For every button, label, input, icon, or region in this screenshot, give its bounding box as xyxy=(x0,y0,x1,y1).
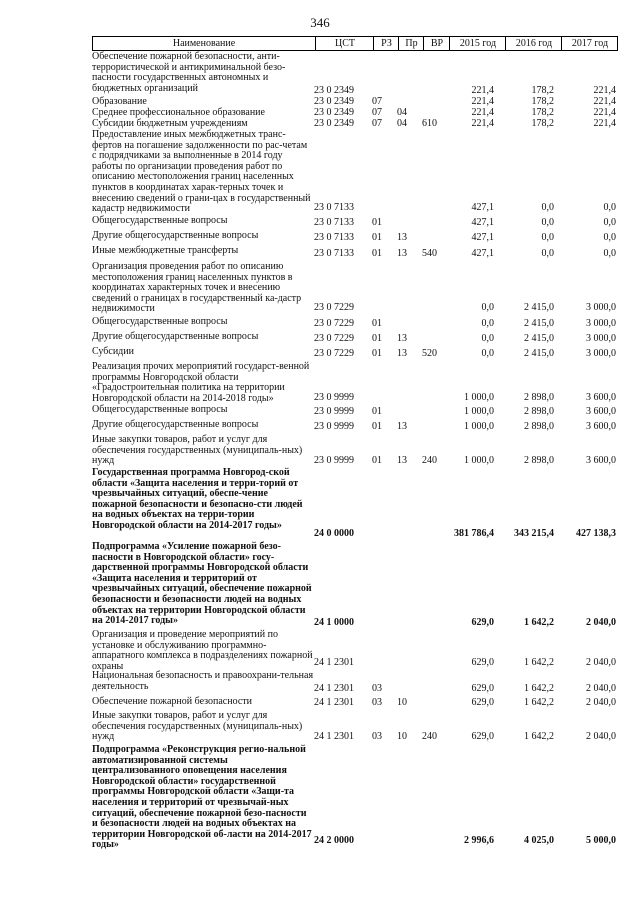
cell-y2015: 629,0 xyxy=(471,697,494,709)
cell-y2017: 3 000,0 xyxy=(586,302,616,314)
cell-y2015: 629,0 xyxy=(471,683,494,695)
row-name: Субсидии бюджетным учреждениям xyxy=(92,118,248,129)
cell-y2015: 427,1 xyxy=(471,217,494,229)
cell-cst: 23 0 7133 xyxy=(314,217,354,229)
cell-pr: 13 xyxy=(397,232,407,244)
cell-y2015: 427,1 xyxy=(471,232,494,244)
table-row xyxy=(92,130,616,214)
cell-pr: 13 xyxy=(397,455,407,467)
cell-y2016: 1 642,2 xyxy=(524,657,554,669)
cell-y2017: 0,0 xyxy=(603,248,616,260)
cell-y2017: 3 600,0 xyxy=(586,455,616,467)
cell-rz: 01 xyxy=(372,248,382,260)
cell-y2017: 0,0 xyxy=(603,232,616,244)
cell-y2017: 2 040,0 xyxy=(586,617,616,629)
cell-vr: 520 xyxy=(422,348,437,360)
cell-rz: 07 xyxy=(372,118,382,130)
row-name: Другие общегосударственные вопросы xyxy=(92,331,259,342)
cell-cst: 24 1 0000 xyxy=(314,617,354,629)
cell-cst: 24 1 2301 xyxy=(314,657,354,669)
cell-y2016: 2 415,0 xyxy=(524,318,554,330)
cell-vr: 240 xyxy=(422,731,437,743)
cell-y2017: 221,4 xyxy=(593,118,616,130)
row-name: Общегосударственные вопросы xyxy=(92,316,228,327)
row-name: Подпрограмма «Усиление пожарной безо-пасности в Новгородской области» госу-дарственной программы Новгородской области «Защита населения и территорий от чрезвычайных ситуаций, обеспечение пожарной безопасности и безопасности людей на водных объектах на территории Новгородской области на 2014-2017 годы» xyxy=(92,541,312,627)
cell-rz: 07 xyxy=(372,96,382,108)
cell-y2017: 2 040,0 xyxy=(586,657,616,669)
row-name: Реализация прочих мероприятий государст-венной программы Новгородской области «Градостроительная политика на территории Новгородской области на 2014-2018 годы» xyxy=(92,361,310,404)
header-vr: ВР xyxy=(423,37,450,50)
cell-y2016: 1 642,2 xyxy=(524,617,554,629)
cell-pr: 13 xyxy=(397,421,407,433)
row-name: Среднее профессиональное образование xyxy=(92,107,265,118)
cell-y2016: 178,2 xyxy=(531,118,554,130)
cell-pr: 13 xyxy=(397,348,407,360)
cell-y2016: 1 642,2 xyxy=(524,697,554,709)
cell-cst: 23 0 2349 xyxy=(314,85,354,97)
cell-y2015: 0,0 xyxy=(481,302,494,314)
cell-y2015: 221,4 xyxy=(471,96,494,108)
cell-y2017: 221,4 xyxy=(593,96,616,108)
table-header xyxy=(92,36,618,51)
cell-cst: 24 1 2301 xyxy=(314,683,354,695)
cell-y2017: 3 000,0 xyxy=(586,318,616,330)
cell-y2016: 4 025,0 xyxy=(524,835,554,847)
row-name: Иные закупки товаров, работ и услуг для обеспечения государственных (муниципаль-ных) нужд xyxy=(92,710,303,743)
cell-y2016: 2 415,0 xyxy=(524,333,554,345)
cell-rz: 07 xyxy=(372,107,382,119)
cell-y2017: 0,0 xyxy=(603,217,616,229)
cell-rz: 03 xyxy=(372,697,382,709)
cell-rz: 01 xyxy=(372,217,382,229)
cell-rz: 01 xyxy=(372,348,382,360)
cell-y2015: 0,0 xyxy=(481,348,494,360)
table-row xyxy=(92,697,616,709)
header-cst: ЦСТ xyxy=(315,37,374,50)
header-pr: Пр xyxy=(398,37,424,50)
cell-y2017: 3 000,0 xyxy=(586,333,616,345)
cell-y2015: 221,4 xyxy=(471,85,494,97)
table-row xyxy=(92,744,616,851)
cell-rz: 03 xyxy=(372,731,382,743)
cell-y2015: 1 000,0 xyxy=(464,406,494,418)
table-row xyxy=(92,231,616,244)
table-row xyxy=(92,362,616,404)
row-name: Организация и проведение мероприятий по установке и обслуживанию программно-аппаратного комплекса в подразделениях пожарной охраны xyxy=(92,629,313,672)
cell-y2015: 2 996,6 xyxy=(464,835,494,847)
header-2015: 2015 год xyxy=(449,37,506,50)
cell-cst: 23 0 7133 xyxy=(314,248,354,260)
table-row xyxy=(92,629,616,672)
table-row xyxy=(92,246,616,260)
cell-cst: 24 1 2301 xyxy=(314,697,354,709)
cell-y2015: 629,0 xyxy=(471,657,494,669)
table-row xyxy=(92,262,616,314)
cell-y2016: 2 898,0 xyxy=(524,421,554,433)
table-row xyxy=(92,435,616,467)
cell-y2016: 2 415,0 xyxy=(524,302,554,314)
cell-y2016: 2 898,0 xyxy=(524,406,554,418)
cell-y2016: 1 642,2 xyxy=(524,731,554,743)
header-rz: РЗ xyxy=(373,37,399,50)
cell-y2017: 3 600,0 xyxy=(586,406,616,418)
cell-rz: 01 xyxy=(372,406,382,418)
cell-y2015: 0,0 xyxy=(481,318,494,330)
cell-vr: 610 xyxy=(422,118,437,130)
cell-y2017: 5 000,0 xyxy=(586,835,616,847)
table-row xyxy=(92,332,616,345)
cell-y2016: 0,0 xyxy=(541,232,554,244)
cell-y2015: 381 786,4 xyxy=(454,528,494,540)
row-name: Организация проведения работ по описанию местоположения границ населенных пунктов в координатах характерных точек и внесению сведений о границах в государственный ка-дастр недвижимости xyxy=(92,261,302,315)
row-name: Подпрограмма «Реконструкция регио-нальной автоматизированной системы централизованного оповещения населения Новгородской области» государственной программы Новгородской области «Защи-та населения и территорий от чрезвычай-ных ситуаций, обеспечение пожарной безо-пасности и безопасности людей на водных объектах на территории Новгородской об-ласти на 2014-2017 годы» xyxy=(92,744,312,851)
cell-y2017: 427 138,3 xyxy=(576,528,616,540)
cell-y2016: 178,2 xyxy=(531,96,554,108)
cell-y2015: 427,1 xyxy=(471,248,494,260)
cell-cst: 23 0 9999 xyxy=(314,421,354,433)
cell-y2015: 221,4 xyxy=(471,107,494,119)
table-row xyxy=(92,711,616,743)
row-name: Другие общегосударственные вопросы xyxy=(92,419,259,430)
cell-pr: 13 xyxy=(397,333,407,345)
cell-y2015: 0,0 xyxy=(481,333,494,345)
cell-y2017: 221,4 xyxy=(593,107,616,119)
cell-rz: 01 xyxy=(372,455,382,467)
cell-y2017: 221,4 xyxy=(593,85,616,97)
cell-y2016: 2 415,0 xyxy=(524,348,554,360)
row-name: Предоставление иных межбюджетных транс-фертов на погашение задолженности по рас-четам с подрядчиками за выполненные в 2014 году работы по организации проведения работ по описанию местоположения границ населенных пунктов в координатах харак-терных точек и внесению сведений о грани-цах в государственный кадастр недвижимости xyxy=(92,129,311,215)
cell-cst: 24 2 0000 xyxy=(314,835,354,847)
cell-y2016: 0,0 xyxy=(541,217,554,229)
header-name: Наименование xyxy=(172,38,236,49)
row-name: Субсидии xyxy=(92,346,134,357)
cell-y2017: 2 040,0 xyxy=(586,697,616,709)
cell-cst: 23 0 7229 xyxy=(314,302,354,314)
row-name: Общегосударственные вопросы xyxy=(92,404,228,415)
row-name: Обеспечение пожарной безопасности xyxy=(92,696,253,707)
cell-rz: 03 xyxy=(372,683,382,695)
cell-pr: 13 xyxy=(397,248,407,260)
cell-y2017: 3 000,0 xyxy=(586,348,616,360)
cell-cst: 23 0 2349 xyxy=(314,118,354,130)
cell-y2015: 221,4 xyxy=(471,118,494,130)
cell-pr: 04 xyxy=(397,118,407,130)
cell-cst: 23 0 9999 xyxy=(314,406,354,418)
cell-y2016: 0,0 xyxy=(541,248,554,260)
cell-cst: 23 0 7133 xyxy=(314,202,354,214)
cell-y2017: 3 600,0 xyxy=(586,392,616,404)
row-name: Другие общегосударственные вопросы xyxy=(92,230,259,241)
table-row xyxy=(92,542,616,629)
cell-pr: 10 xyxy=(397,697,407,709)
cell-cst: 23 0 2349 xyxy=(314,107,354,119)
cell-cst: 23 0 9999 xyxy=(314,455,354,467)
cell-rz: 01 xyxy=(372,318,382,330)
cell-y2016: 178,2 xyxy=(531,85,554,97)
header-2016: 2016 год xyxy=(505,37,562,50)
cell-vr: 240 xyxy=(422,455,437,467)
cell-cst: 23 0 7229 xyxy=(314,348,354,360)
cell-y2017: 0,0 xyxy=(603,202,616,214)
table-row xyxy=(92,317,616,330)
table-row xyxy=(92,216,616,229)
cell-cst: 24 1 2301 xyxy=(314,731,354,743)
row-name: Иные межбюджетные трансферты xyxy=(92,245,239,256)
row-name: Иные закупки товаров, работ и услуг для обеспечения государственных (муниципаль-ных) нужд xyxy=(92,434,303,467)
row-name: Образование xyxy=(92,96,147,107)
cell-y2015: 427,1 xyxy=(471,202,494,214)
cell-y2015: 629,0 xyxy=(471,731,494,743)
cell-pr: 10 xyxy=(397,731,407,743)
row-name: Обеспечение пожарной безопасности, анти-террористической и антикриминальной безо-пасности государственных автономных и бюджетных организаций xyxy=(92,51,286,94)
row-name: Государственная программа Новгород-ской области «Защита населения и терри-торий от чрезвычайных ситуаций, обеспе-чение пожарной безопасности и безопасно-сти людей на водных объектах на терри-тории Новгородской области на 2014-2017 годы» xyxy=(92,467,303,531)
cell-rz: 01 xyxy=(372,421,382,433)
cell-y2016: 2 898,0 xyxy=(524,392,554,404)
cell-y2017: 2 040,0 xyxy=(586,683,616,695)
cell-cst: 23 0 7229 xyxy=(314,333,354,345)
cell-y2016: 178,2 xyxy=(531,107,554,119)
cell-y2016: 0,0 xyxy=(541,202,554,214)
cell-cst: 23 0 7229 xyxy=(314,318,354,330)
cell-cst: 23 0 7133 xyxy=(314,232,354,244)
table-row xyxy=(92,468,616,540)
cell-y2015: 1 000,0 xyxy=(464,392,494,404)
table-row xyxy=(92,347,616,360)
table-row xyxy=(92,52,616,97)
cell-y2017: 3 600,0 xyxy=(586,421,616,433)
table-row xyxy=(92,671,616,695)
cell-y2016: 2 898,0 xyxy=(524,455,554,467)
cell-y2015: 1 000,0 xyxy=(464,421,494,433)
cell-y2016: 1 642,2 xyxy=(524,683,554,695)
page-number: 346 xyxy=(310,15,330,30)
cell-cst: 23 0 9999 xyxy=(314,392,354,404)
table-row xyxy=(92,420,616,433)
cell-y2016: 343 215,4 xyxy=(514,528,554,540)
cell-y2015: 1 000,0 xyxy=(464,455,494,467)
row-name: Общегосударственные вопросы xyxy=(92,215,228,226)
cell-vr: 540 xyxy=(422,248,437,260)
cell-y2017: 2 040,0 xyxy=(586,731,616,743)
row-name: Национальная безопасность и правоохрани-тельная деятельность xyxy=(92,670,314,692)
cell-rz: 01 xyxy=(372,333,382,345)
cell-pr: 04 xyxy=(397,107,407,119)
cell-cst: 23 0 2349 xyxy=(314,96,354,108)
cell-cst: 24 0 0000 xyxy=(314,528,354,540)
table-row xyxy=(92,405,616,418)
cell-y2015: 629,0 xyxy=(471,617,494,629)
cell-rz: 01 xyxy=(372,232,382,244)
header-2017: 2017 год xyxy=(561,37,618,50)
